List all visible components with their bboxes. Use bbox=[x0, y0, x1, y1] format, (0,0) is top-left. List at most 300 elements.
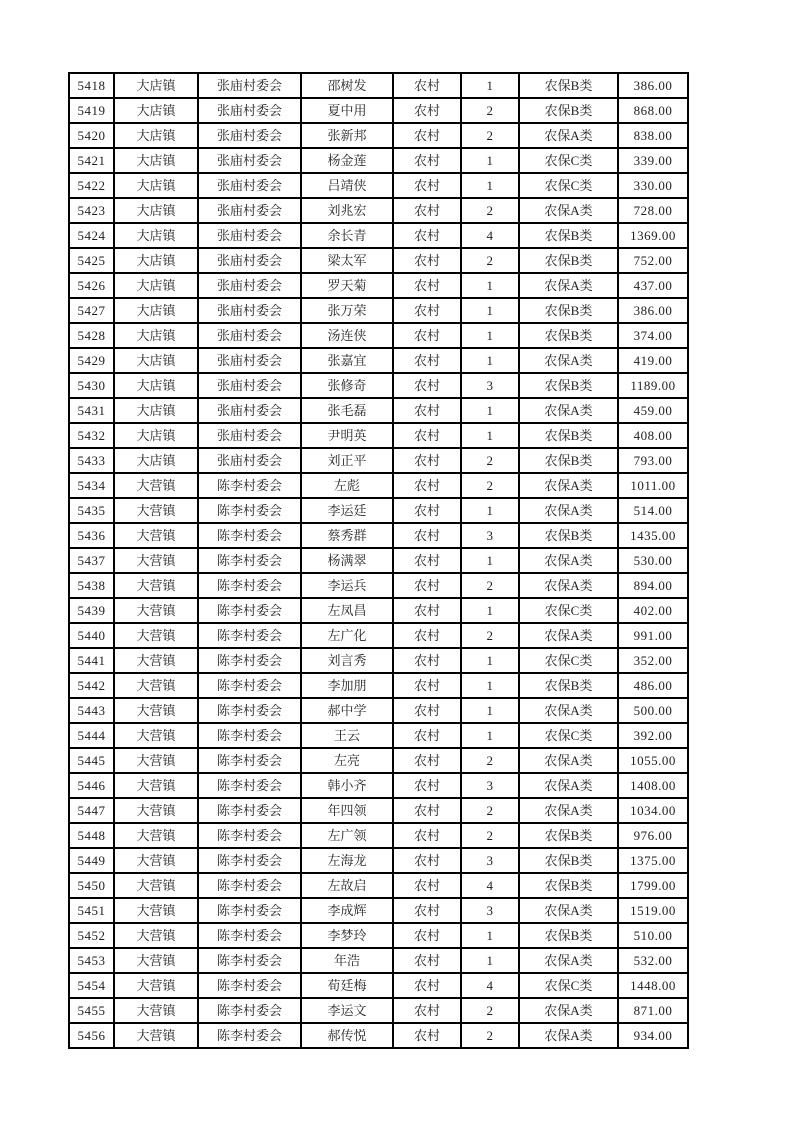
cell-village: 陈李村委会 bbox=[198, 498, 301, 523]
table-row bbox=[69, 373, 688, 398]
cell-category: 农保B类 bbox=[519, 223, 618, 248]
cell-type: 农村 bbox=[393, 223, 461, 248]
cell-village: 陈李村委会 bbox=[198, 473, 301, 498]
cell-type: 农村 bbox=[393, 573, 461, 598]
cell-id: 5440 bbox=[69, 623, 114, 648]
table-row bbox=[69, 323, 688, 348]
cell-town: 大店镇 bbox=[114, 423, 198, 448]
cell-category: 农保A类 bbox=[519, 398, 618, 423]
cell-type: 农村 bbox=[393, 898, 461, 923]
cell-village: 陈李村委会 bbox=[198, 773, 301, 798]
cell-count: 1 bbox=[461, 398, 519, 423]
cell-town: 大店镇 bbox=[114, 98, 198, 123]
cell-amount: 1435.00 bbox=[618, 523, 688, 548]
cell-category: 农保A类 bbox=[519, 948, 618, 973]
cell-name: 郝传悦 bbox=[301, 1023, 393, 1048]
table-row bbox=[69, 898, 688, 923]
cell-town: 大营镇 bbox=[114, 723, 198, 748]
cell-category: 农保B类 bbox=[519, 873, 618, 898]
cell-town: 大营镇 bbox=[114, 748, 198, 773]
cell-name: 左故启 bbox=[301, 873, 393, 898]
cell-amount: 530.00 bbox=[618, 548, 688, 573]
table-row bbox=[69, 298, 688, 323]
table-row bbox=[69, 923, 688, 948]
table-row bbox=[69, 973, 688, 998]
cell-category: 农保A类 bbox=[519, 898, 618, 923]
cell-amount: 419.00 bbox=[618, 348, 688, 373]
cell-village: 陈李村委会 bbox=[198, 948, 301, 973]
cell-type: 农村 bbox=[393, 523, 461, 548]
cell-town: 大店镇 bbox=[114, 248, 198, 273]
table-row bbox=[69, 573, 688, 598]
cell-amount: 838.00 bbox=[618, 123, 688, 148]
cell-amount: 868.00 bbox=[618, 98, 688, 123]
table-row bbox=[69, 223, 688, 248]
cell-count: 1 bbox=[461, 673, 519, 698]
cell-name: 年浩 bbox=[301, 948, 393, 973]
cell-category: 农保A类 bbox=[519, 473, 618, 498]
cell-type: 农村 bbox=[393, 723, 461, 748]
table-row bbox=[69, 623, 688, 648]
cell-name: 刘兆宏 bbox=[301, 198, 393, 223]
cell-town: 大营镇 bbox=[114, 698, 198, 723]
cell-name: 杨金莲 bbox=[301, 148, 393, 173]
table-row bbox=[69, 1023, 688, 1048]
cell-count: 1 bbox=[461, 73, 519, 98]
cell-amount: 339.00 bbox=[618, 148, 688, 173]
cell-type: 农村 bbox=[393, 673, 461, 698]
cell-amount: 1034.00 bbox=[618, 798, 688, 823]
cell-category: 农保C类 bbox=[519, 598, 618, 623]
cell-count: 2 bbox=[461, 573, 519, 598]
cell-id: 5430 bbox=[69, 373, 114, 398]
cell-amount: 532.00 bbox=[618, 948, 688, 973]
cell-village: 陈李村委会 bbox=[198, 748, 301, 773]
table-row bbox=[69, 448, 688, 473]
cell-type: 农村 bbox=[393, 473, 461, 498]
cell-id: 5420 bbox=[69, 123, 114, 148]
table-row bbox=[69, 523, 688, 548]
table-row bbox=[69, 648, 688, 673]
table-row bbox=[69, 498, 688, 523]
cell-town: 大店镇 bbox=[114, 73, 198, 98]
table-row bbox=[69, 473, 688, 498]
cell-count: 1 bbox=[461, 273, 519, 298]
cell-village: 陈李村委会 bbox=[198, 523, 301, 548]
cell-category: 农保B类 bbox=[519, 673, 618, 698]
cell-amount: 752.00 bbox=[618, 248, 688, 273]
cell-town: 大营镇 bbox=[114, 973, 198, 998]
cell-town: 大店镇 bbox=[114, 448, 198, 473]
cell-town: 大营镇 bbox=[114, 548, 198, 573]
cell-town: 大店镇 bbox=[114, 148, 198, 173]
cell-id: 5424 bbox=[69, 223, 114, 248]
cell-name: 李运文 bbox=[301, 998, 393, 1023]
table-row bbox=[69, 998, 688, 1023]
cell-id: 5446 bbox=[69, 773, 114, 798]
cell-id: 5419 bbox=[69, 98, 114, 123]
cell-id: 5439 bbox=[69, 598, 114, 623]
cell-id: 5427 bbox=[69, 298, 114, 323]
cell-amount: 894.00 bbox=[618, 573, 688, 598]
cell-id: 5443 bbox=[69, 698, 114, 723]
cell-village: 张庙村委会 bbox=[198, 148, 301, 173]
cell-category: 农保C类 bbox=[519, 723, 618, 748]
cell-amount: 871.00 bbox=[618, 998, 688, 1023]
cell-type: 农村 bbox=[393, 73, 461, 98]
cell-name: 王云 bbox=[301, 723, 393, 748]
cell-type: 农村 bbox=[393, 423, 461, 448]
cell-type: 农村 bbox=[393, 248, 461, 273]
cell-village: 陈李村委会 bbox=[198, 923, 301, 948]
cell-type: 农村 bbox=[393, 148, 461, 173]
cell-count: 1 bbox=[461, 298, 519, 323]
payment-table bbox=[68, 72, 689, 1049]
cell-village: 张庙村委会 bbox=[198, 323, 301, 348]
cell-count: 2 bbox=[461, 248, 519, 273]
cell-id: 5438 bbox=[69, 573, 114, 598]
cell-town: 大营镇 bbox=[114, 573, 198, 598]
cell-town: 大店镇 bbox=[114, 198, 198, 223]
cell-type: 农村 bbox=[393, 873, 461, 898]
cell-count: 1 bbox=[461, 723, 519, 748]
cell-category: 农保A类 bbox=[519, 273, 618, 298]
cell-town: 大营镇 bbox=[114, 873, 198, 898]
cell-type: 农村 bbox=[393, 973, 461, 998]
cell-town: 大店镇 bbox=[114, 298, 198, 323]
cell-village: 陈李村委会 bbox=[198, 548, 301, 573]
cell-name: 左广领 bbox=[301, 823, 393, 848]
cell-village: 陈李村委会 bbox=[198, 598, 301, 623]
cell-id: 5453 bbox=[69, 948, 114, 973]
cell-town: 大营镇 bbox=[114, 498, 198, 523]
cell-count: 2 bbox=[461, 823, 519, 848]
cell-category: 农保A类 bbox=[519, 498, 618, 523]
cell-id: 5429 bbox=[69, 348, 114, 373]
cell-type: 农村 bbox=[393, 748, 461, 773]
cell-name: 罗天菊 bbox=[301, 273, 393, 298]
cell-village: 陈李村委会 bbox=[198, 673, 301, 698]
cell-type: 农村 bbox=[393, 448, 461, 473]
cell-name: 余长青 bbox=[301, 223, 393, 248]
cell-town: 大营镇 bbox=[114, 673, 198, 698]
cell-category: 农保B类 bbox=[519, 823, 618, 848]
cell-category: 农保A类 bbox=[519, 123, 618, 148]
cell-type: 农村 bbox=[393, 198, 461, 223]
cell-type: 农村 bbox=[393, 848, 461, 873]
cell-amount: 330.00 bbox=[618, 173, 688, 198]
cell-amount: 514.00 bbox=[618, 498, 688, 523]
cell-category: 农保A类 bbox=[519, 748, 618, 773]
cell-count: 4 bbox=[461, 223, 519, 248]
cell-town: 大店镇 bbox=[114, 273, 198, 298]
table-row bbox=[69, 698, 688, 723]
cell-name: 梁太军 bbox=[301, 248, 393, 273]
table-row bbox=[69, 798, 688, 823]
cell-amount: 1055.00 bbox=[618, 748, 688, 773]
cell-type: 农村 bbox=[393, 698, 461, 723]
cell-amount: 1799.00 bbox=[618, 873, 688, 898]
cell-count: 1 bbox=[461, 348, 519, 373]
cell-id: 5445 bbox=[69, 748, 114, 773]
cell-village: 陈李村委会 bbox=[198, 898, 301, 923]
cell-type: 农村 bbox=[393, 173, 461, 198]
cell-id: 5425 bbox=[69, 248, 114, 273]
table-row bbox=[69, 198, 688, 223]
cell-category: 农保B类 bbox=[519, 373, 618, 398]
cell-category: 农保A类 bbox=[519, 198, 618, 223]
cell-category: 农保B类 bbox=[519, 98, 618, 123]
cell-village: 陈李村委会 bbox=[198, 823, 301, 848]
cell-village: 陈李村委会 bbox=[198, 873, 301, 898]
table-row bbox=[69, 823, 688, 848]
cell-town: 大店镇 bbox=[114, 173, 198, 198]
cell-village: 张庙村委会 bbox=[198, 398, 301, 423]
cell-count: 1 bbox=[461, 173, 519, 198]
cell-type: 农村 bbox=[393, 273, 461, 298]
cell-name: 李加朋 bbox=[301, 673, 393, 698]
cell-village: 陈李村委会 bbox=[198, 648, 301, 673]
cell-name: 李成辉 bbox=[301, 898, 393, 923]
cell-amount: 510.00 bbox=[618, 923, 688, 948]
cell-village: 张庙村委会 bbox=[198, 273, 301, 298]
cell-village: 陈李村委会 bbox=[198, 798, 301, 823]
cell-id: 5433 bbox=[69, 448, 114, 473]
cell-category: 农保B类 bbox=[519, 848, 618, 873]
cell-town: 大店镇 bbox=[114, 223, 198, 248]
cell-count: 2 bbox=[461, 798, 519, 823]
cell-count: 3 bbox=[461, 773, 519, 798]
cell-name: 左广化 bbox=[301, 623, 393, 648]
cell-count: 1 bbox=[461, 423, 519, 448]
cell-id: 5418 bbox=[69, 73, 114, 98]
cell-type: 农村 bbox=[393, 373, 461, 398]
table-row bbox=[69, 348, 688, 373]
cell-category: 农保A类 bbox=[519, 698, 618, 723]
cell-village: 张庙村委会 bbox=[198, 248, 301, 273]
cell-type: 农村 bbox=[393, 498, 461, 523]
cell-id: 5449 bbox=[69, 848, 114, 873]
cell-count: 1 bbox=[461, 323, 519, 348]
cell-id: 5444 bbox=[69, 723, 114, 748]
cell-count: 3 bbox=[461, 848, 519, 873]
cell-id: 5451 bbox=[69, 898, 114, 923]
cell-village: 陈李村委会 bbox=[198, 573, 301, 598]
cell-count: 2 bbox=[461, 198, 519, 223]
cell-village: 张庙村委会 bbox=[198, 448, 301, 473]
cell-type: 农村 bbox=[393, 923, 461, 948]
cell-count: 1 bbox=[461, 923, 519, 948]
cell-village: 陈李村委会 bbox=[198, 848, 301, 873]
cell-amount: 486.00 bbox=[618, 673, 688, 698]
cell-name: 张新邦 bbox=[301, 123, 393, 148]
cell-village: 张庙村委会 bbox=[198, 123, 301, 148]
cell-id: 5423 bbox=[69, 198, 114, 223]
cell-category: 农保B类 bbox=[519, 923, 618, 948]
cell-count: 1 bbox=[461, 548, 519, 573]
cell-amount: 500.00 bbox=[618, 698, 688, 723]
cell-type: 农村 bbox=[393, 998, 461, 1023]
cell-id: 5456 bbox=[69, 1023, 114, 1048]
cell-name: 邵树发 bbox=[301, 73, 393, 98]
cell-count: 1 bbox=[461, 148, 519, 173]
cell-village: 张庙村委会 bbox=[198, 98, 301, 123]
table-row bbox=[69, 598, 688, 623]
cell-name: 年四领 bbox=[301, 798, 393, 823]
cell-id: 5442 bbox=[69, 673, 114, 698]
cell-name: 左海龙 bbox=[301, 848, 393, 873]
cell-town: 大营镇 bbox=[114, 773, 198, 798]
cell-id: 5426 bbox=[69, 273, 114, 298]
cell-name: 左彪 bbox=[301, 473, 393, 498]
cell-amount: 1375.00 bbox=[618, 848, 688, 873]
cell-type: 农村 bbox=[393, 773, 461, 798]
cell-town: 大营镇 bbox=[114, 598, 198, 623]
cell-count: 2 bbox=[461, 748, 519, 773]
cell-category: 农保C类 bbox=[519, 648, 618, 673]
cell-category: 农保B类 bbox=[519, 248, 618, 273]
cell-count: 2 bbox=[461, 448, 519, 473]
cell-type: 农村 bbox=[393, 623, 461, 648]
cell-category: 农保C类 bbox=[519, 173, 618, 198]
cell-town: 大店镇 bbox=[114, 373, 198, 398]
cell-name: 韩小齐 bbox=[301, 773, 393, 798]
cell-amount: 402.00 bbox=[618, 598, 688, 623]
cell-type: 农村 bbox=[393, 123, 461, 148]
cell-amount: 408.00 bbox=[618, 423, 688, 448]
table-row bbox=[69, 123, 688, 148]
cell-amount: 437.00 bbox=[618, 273, 688, 298]
cell-amount: 1011.00 bbox=[618, 473, 688, 498]
cell-town: 大店镇 bbox=[114, 323, 198, 348]
cell-type: 农村 bbox=[393, 823, 461, 848]
cell-id: 5450 bbox=[69, 873, 114, 898]
cell-category: 农保B类 bbox=[519, 448, 618, 473]
cell-village: 张庙村委会 bbox=[198, 73, 301, 98]
cell-id: 5448 bbox=[69, 823, 114, 848]
cell-id: 5437 bbox=[69, 548, 114, 573]
table-row bbox=[69, 248, 688, 273]
cell-id: 5428 bbox=[69, 323, 114, 348]
cell-count: 4 bbox=[461, 973, 519, 998]
cell-name: 左凤昌 bbox=[301, 598, 393, 623]
cell-name: 汤连侠 bbox=[301, 323, 393, 348]
table-row bbox=[69, 673, 688, 698]
cell-village: 陈李村委会 bbox=[198, 623, 301, 648]
cell-town: 大店镇 bbox=[114, 398, 198, 423]
cell-count: 3 bbox=[461, 523, 519, 548]
cell-id: 5441 bbox=[69, 648, 114, 673]
cell-name: 张嘉宜 bbox=[301, 348, 393, 373]
cell-amount: 991.00 bbox=[618, 623, 688, 648]
cell-category: 农保A类 bbox=[519, 773, 618, 798]
cell-type: 农村 bbox=[393, 98, 461, 123]
cell-name: 荀廷梅 bbox=[301, 973, 393, 998]
cell-count: 2 bbox=[461, 623, 519, 648]
cell-name: 张修奇 bbox=[301, 373, 393, 398]
cell-count: 1 bbox=[461, 648, 519, 673]
cell-count: 1 bbox=[461, 698, 519, 723]
cell-amount: 793.00 bbox=[618, 448, 688, 473]
table-row bbox=[69, 723, 688, 748]
cell-amount: 934.00 bbox=[618, 1023, 688, 1048]
cell-town: 大营镇 bbox=[114, 948, 198, 973]
cell-count: 1 bbox=[461, 498, 519, 523]
cell-category: 农保C类 bbox=[519, 148, 618, 173]
cell-count: 2 bbox=[461, 998, 519, 1023]
cell-category: 农保B类 bbox=[519, 323, 618, 348]
cell-town: 大营镇 bbox=[114, 473, 198, 498]
table-row bbox=[69, 873, 688, 898]
cell-category: 农保B类 bbox=[519, 423, 618, 448]
cell-type: 农村 bbox=[393, 648, 461, 673]
cell-village: 陈李村委会 bbox=[198, 1023, 301, 1048]
cell-id: 5436 bbox=[69, 523, 114, 548]
table-row bbox=[69, 173, 688, 198]
cell-amount: 386.00 bbox=[618, 73, 688, 98]
table-row bbox=[69, 148, 688, 173]
cell-name: 吕靖侠 bbox=[301, 173, 393, 198]
cell-amount: 1519.00 bbox=[618, 898, 688, 923]
cell-id: 5431 bbox=[69, 398, 114, 423]
cell-category: 农保A类 bbox=[519, 548, 618, 573]
cell-type: 农村 bbox=[393, 398, 461, 423]
cell-name: 刘言秀 bbox=[301, 648, 393, 673]
cell-category: 农保A类 bbox=[519, 573, 618, 598]
cell-name: 李运兵 bbox=[301, 573, 393, 598]
cell-category: 农保A类 bbox=[519, 798, 618, 823]
table-row bbox=[69, 73, 688, 98]
cell-village: 陈李村委会 bbox=[198, 998, 301, 1023]
cell-name: 蔡秀群 bbox=[301, 523, 393, 548]
cell-amount: 1189.00 bbox=[618, 373, 688, 398]
cell-type: 农村 bbox=[393, 548, 461, 573]
cell-count: 2 bbox=[461, 98, 519, 123]
cell-type: 农村 bbox=[393, 298, 461, 323]
cell-amount: 352.00 bbox=[618, 648, 688, 673]
cell-id: 5432 bbox=[69, 423, 114, 448]
cell-count: 1 bbox=[461, 948, 519, 973]
cell-type: 农村 bbox=[393, 1023, 461, 1048]
cell-town: 大店镇 bbox=[114, 123, 198, 148]
cell-village: 陈李村委会 bbox=[198, 698, 301, 723]
cell-amount: 1408.00 bbox=[618, 773, 688, 798]
cell-type: 农村 bbox=[393, 798, 461, 823]
cell-category: 农保B类 bbox=[519, 298, 618, 323]
cell-town: 大店镇 bbox=[114, 348, 198, 373]
cell-count: 2 bbox=[461, 473, 519, 498]
cell-name: 夏中用 bbox=[301, 98, 393, 123]
cell-category: 农保C类 bbox=[519, 973, 618, 998]
cell-id: 5455 bbox=[69, 998, 114, 1023]
cell-village: 陈李村委会 bbox=[198, 973, 301, 998]
cell-town: 大营镇 bbox=[114, 923, 198, 948]
cell-count: 3 bbox=[461, 373, 519, 398]
cell-town: 大营镇 bbox=[114, 648, 198, 673]
cell-category: 农保A类 bbox=[519, 623, 618, 648]
cell-count: 4 bbox=[461, 873, 519, 898]
cell-town: 大营镇 bbox=[114, 523, 198, 548]
cell-type: 农村 bbox=[393, 348, 461, 373]
cell-name: 郝中学 bbox=[301, 698, 393, 723]
table-row bbox=[69, 773, 688, 798]
cell-category: 农保A类 bbox=[519, 998, 618, 1023]
table-row bbox=[69, 273, 688, 298]
cell-name: 李运廷 bbox=[301, 498, 393, 523]
table-row bbox=[69, 748, 688, 773]
cell-village: 张庙村委会 bbox=[198, 298, 301, 323]
cell-id: 5447 bbox=[69, 798, 114, 823]
